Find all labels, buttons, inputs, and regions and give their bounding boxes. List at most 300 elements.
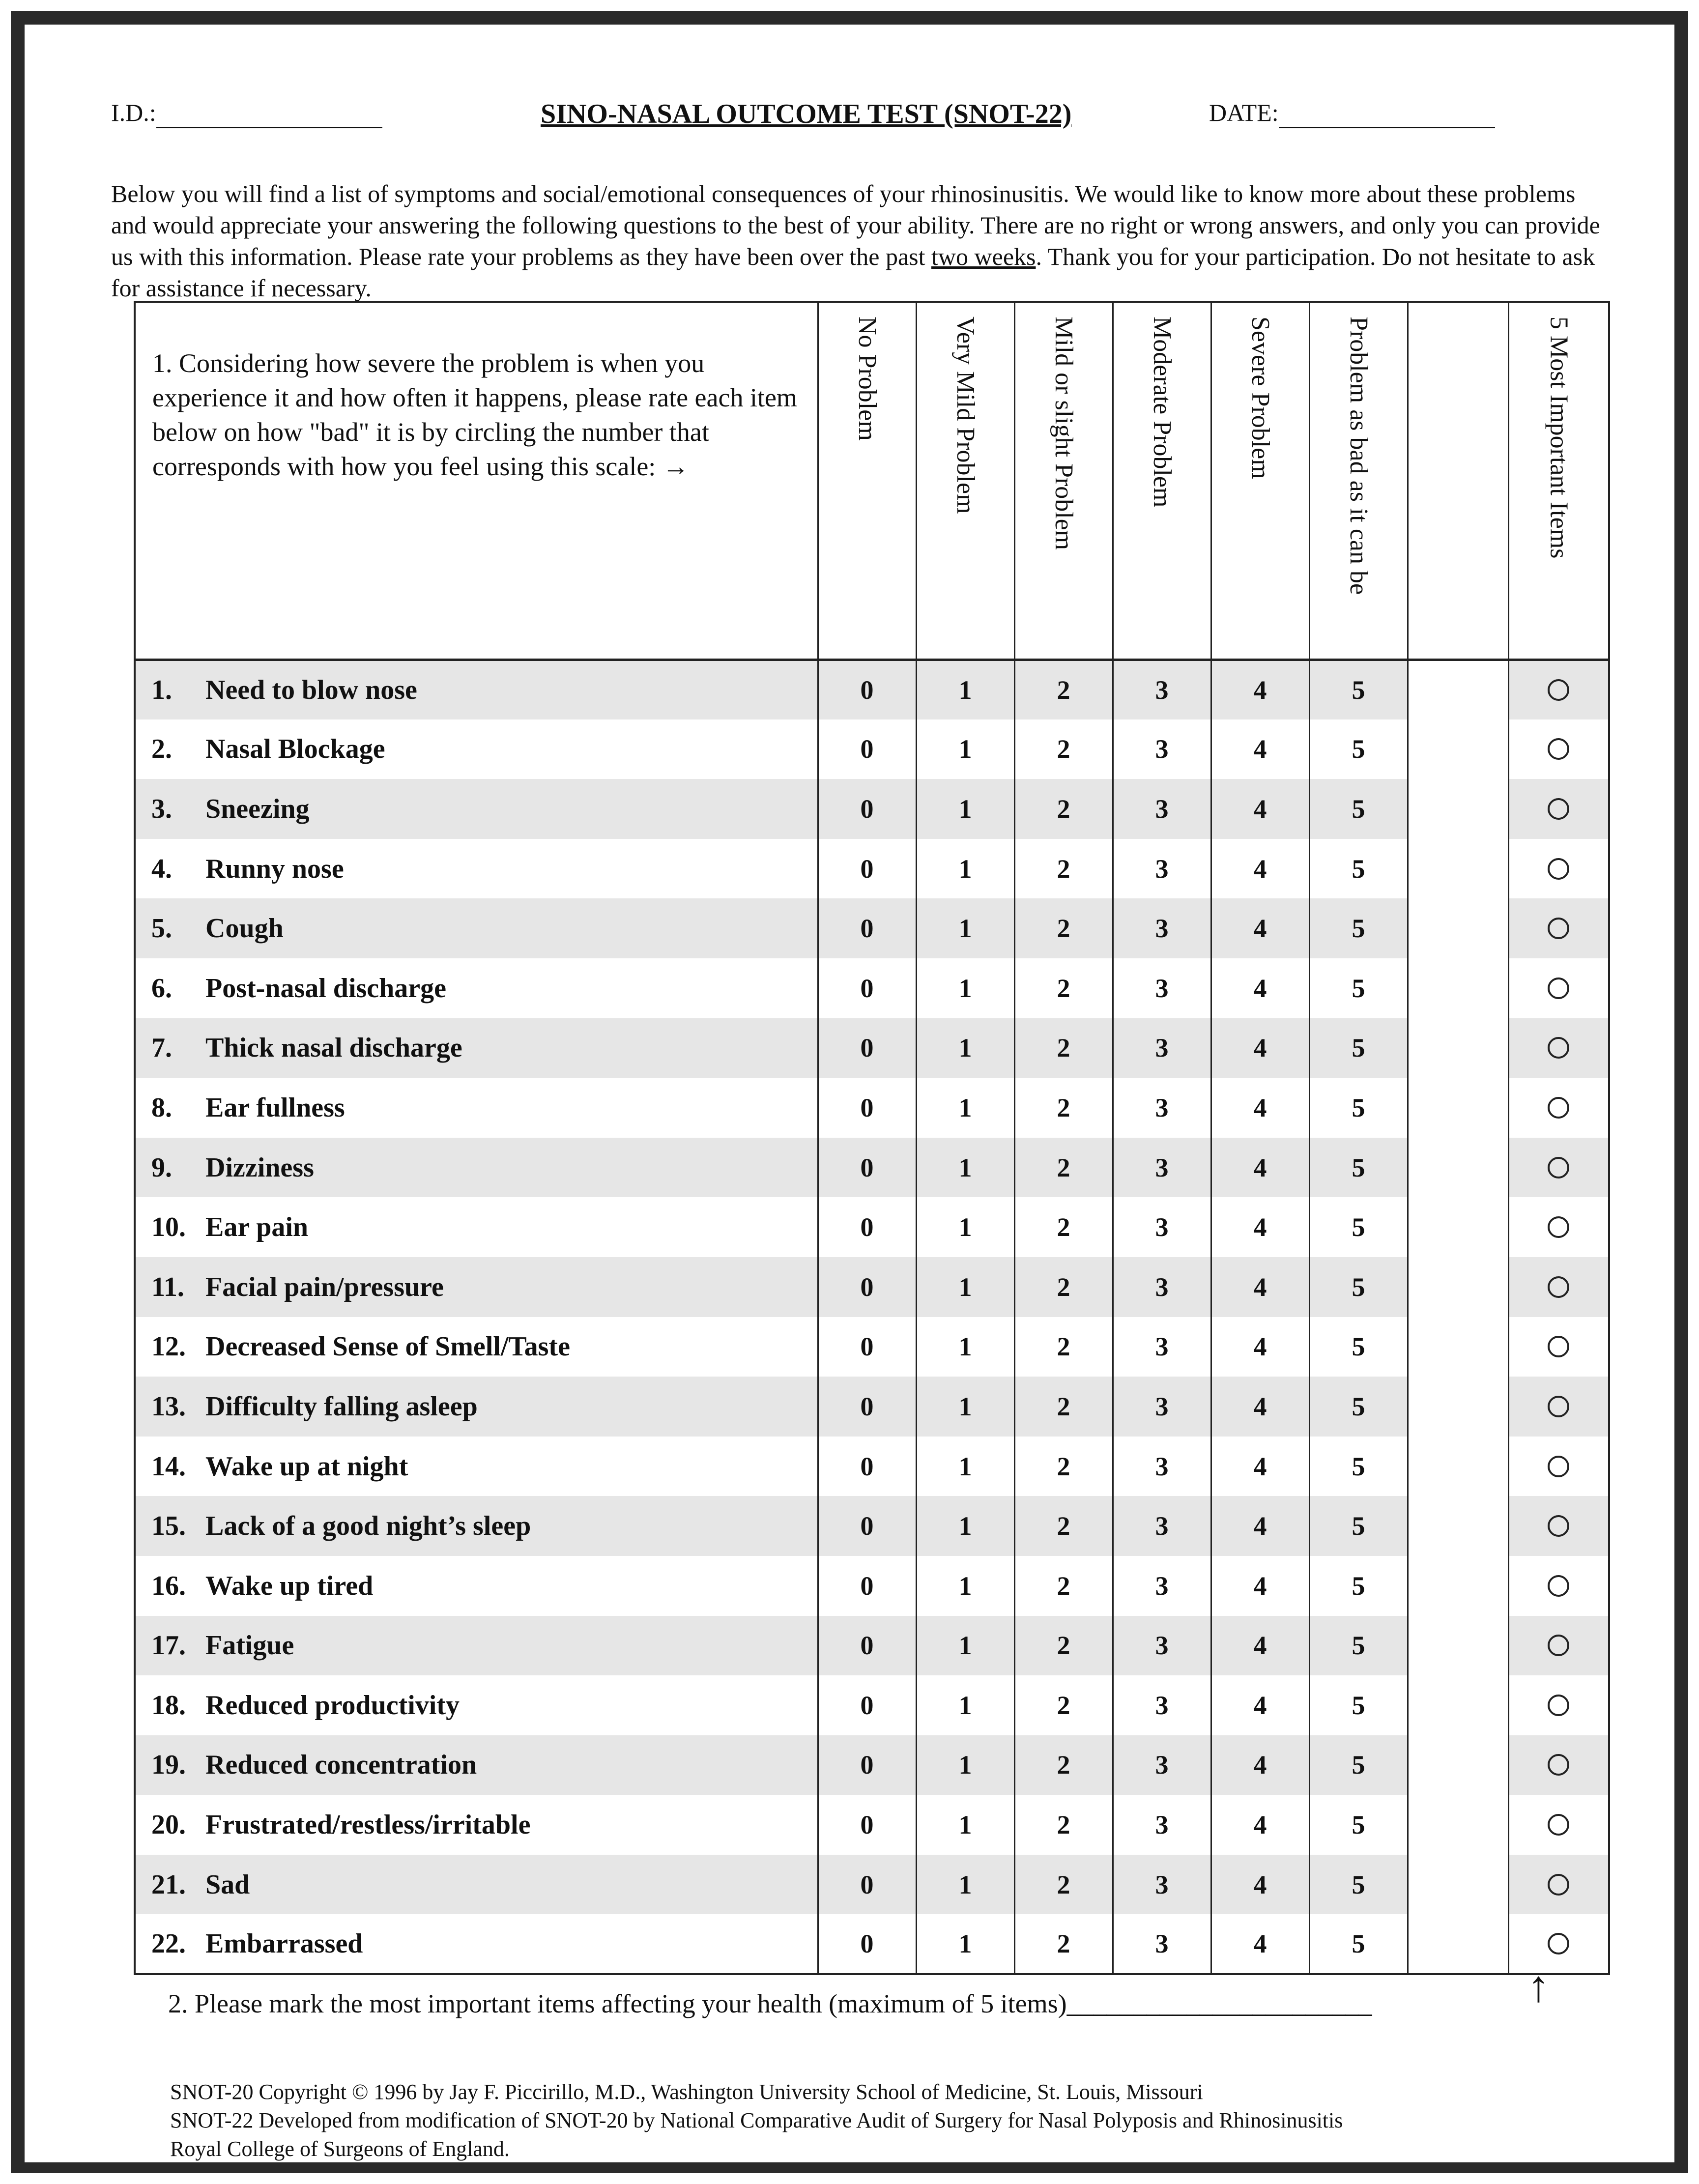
score-option-4[interactable]: 4: [1211, 1138, 1309, 1198]
score-option-2[interactable]: 2: [1014, 1914, 1113, 1974]
blank-cell: [1408, 839, 1508, 899]
most-important-checkbox[interactable]: [1508, 779, 1609, 839]
score-option-5[interactable]: 5: [1309, 1257, 1408, 1317]
item-number: 7.: [151, 1033, 172, 1063]
score-option-1[interactable]: 1: [916, 1914, 1014, 1974]
item-text: Lack of a good night’s sleep: [205, 1511, 531, 1542]
footer-line: SNOT-22 Developed from modification of SNOT-20 by National Comparative Audit of Surgery for Nasal Polyposis and Rhinosinusitis: [170, 2108, 1343, 2132]
score-option-0[interactable]: 0: [818, 1914, 916, 1974]
footer-line: Royal College of Surgeons of England.: [170, 2137, 510, 2161]
item-row: [135, 1437, 1609, 1496]
circle-icon[interactable]: [1548, 1874, 1569, 1896]
item-number: 13.: [151, 1391, 186, 1422]
score-option-4[interactable]: 4: [1211, 958, 1309, 1018]
circle-icon[interactable]: [1548, 1635, 1569, 1656]
score-option-3[interactable]: 3: [1113, 1496, 1211, 1556]
blank-cell: [1408, 660, 1508, 719]
item-label: [135, 1735, 818, 1795]
blank-cell: [1408, 1437, 1508, 1496]
most-important-checkbox[interactable]: [1508, 719, 1609, 779]
score-option-1[interactable]: 1: [916, 1795, 1014, 1855]
item-label: [135, 1257, 818, 1317]
score-option-5[interactable]: 5: [1309, 1735, 1408, 1795]
most-important-checkbox[interactable]: [1508, 1855, 1609, 1915]
score-option-1[interactable]: 1: [916, 1197, 1014, 1257]
score-option-5[interactable]: 5: [1309, 958, 1408, 1018]
score-option-4[interactable]: 4: [1211, 1914, 1309, 1974]
score-option-0[interactable]: 0: [818, 1855, 916, 1915]
score-option-4[interactable]: 4: [1211, 898, 1309, 958]
score-option-0[interactable]: 0: [818, 839, 916, 899]
score-option-0[interactable]: 0: [818, 1257, 916, 1317]
score-option-2[interactable]: 2: [1014, 660, 1113, 719]
item-label: [135, 1138, 818, 1198]
score-option-5[interactable]: 5: [1309, 1018, 1408, 1078]
most-important-checkbox[interactable]: [1508, 1257, 1609, 1317]
score-option-5[interactable]: 5: [1309, 1496, 1408, 1556]
score-option-1[interactable]: 1: [916, 1377, 1014, 1437]
score-option-0[interactable]: 0: [818, 660, 916, 719]
score-option-5[interactable]: 5: [1309, 1138, 1408, 1198]
scale-header-row: [135, 302, 1609, 660]
score-option-3[interactable]: 3: [1113, 1078, 1211, 1138]
most-important-checkbox[interactable]: [1508, 1197, 1609, 1257]
score-option-1[interactable]: 1: [916, 1556, 1014, 1616]
item-label: [135, 1795, 818, 1855]
score-option-5[interactable]: 5: [1309, 779, 1408, 839]
score-option-3[interactable]: 3: [1113, 1317, 1211, 1377]
page-frame: [11, 11, 1688, 2173]
score-option-5[interactable]: 5: [1309, 1197, 1408, 1257]
item-number: 19.: [151, 1750, 186, 1781]
score-option-1[interactable]: 1: [916, 779, 1014, 839]
score-option-3[interactable]: 3: [1113, 1138, 1211, 1198]
score-option-0[interactable]: 0: [818, 1795, 916, 1855]
score-option-0[interactable]: 0: [818, 1437, 916, 1496]
score-option-4[interactable]: 4: [1211, 660, 1309, 719]
score-option-3[interactable]: 3: [1113, 779, 1211, 839]
blank-cell: [1408, 1138, 1508, 1198]
circle-icon[interactable]: [1548, 1814, 1569, 1836]
item-text: Runny nose: [205, 853, 344, 884]
score-option-4[interactable]: 4: [1211, 1496, 1309, 1556]
score-option-2[interactable]: 2: [1014, 1317, 1113, 1377]
blank-cell: [1408, 1496, 1508, 1556]
score-option-0[interactable]: 0: [818, 1556, 916, 1616]
score-option-5[interactable]: 5: [1309, 719, 1408, 779]
item-number: 2.: [151, 734, 172, 765]
id-field[interactable]: I.D.:: [111, 98, 382, 128]
score-option-4[interactable]: 4: [1211, 1735, 1309, 1795]
score-option-2[interactable]: 2: [1014, 779, 1113, 839]
item-text: Reduced concentration: [205, 1750, 477, 1781]
item-label: [135, 1437, 818, 1496]
score-option-4[interactable]: 4: [1211, 1616, 1309, 1676]
score-option-1[interactable]: 1: [916, 839, 1014, 899]
score-option-4[interactable]: 4: [1211, 1855, 1309, 1915]
date-field[interactable]: DATE:: [1209, 98, 1495, 128]
up-arrow-icon: ↑: [1527, 1962, 1550, 2011]
item-number: 5.: [151, 913, 172, 944]
score-option-4[interactable]: 4: [1211, 1078, 1309, 1138]
circle-icon[interactable]: [1548, 1575, 1569, 1597]
item-number: 12.: [151, 1331, 186, 1362]
snot22-table: [134, 301, 1610, 1975]
score-option-0[interactable]: 0: [818, 1616, 916, 1676]
score-option-2[interactable]: 2: [1014, 1735, 1113, 1795]
score-option-3[interactable]: 3: [1113, 660, 1211, 719]
circle-icon[interactable]: [1548, 798, 1569, 820]
item-number: 20.: [151, 1810, 186, 1840]
item-label: [135, 1675, 818, 1735]
question-1-text: 1. Considering how severe the problem is when you experience it and how often it happens, please rate each item below on how "bad" it is by circling the number that corresponds with how you feel using this scale: →: [135, 302, 818, 660]
item-row: [135, 1197, 1609, 1257]
score-option-1[interactable]: 1: [916, 1138, 1014, 1198]
score-option-3[interactable]: 3: [1113, 1377, 1211, 1437]
blank-cell: [1408, 898, 1508, 958]
score-option-2[interactable]: 2: [1014, 1795, 1113, 1855]
score-option-0[interactable]: 0: [818, 898, 916, 958]
score-option-2[interactable]: 2: [1014, 1616, 1113, 1676]
item-number: 22.: [151, 1928, 186, 1959]
copyright-footer: [170, 2078, 1343, 2163]
score-option-3[interactable]: 3: [1113, 1257, 1211, 1317]
score-option-3[interactable]: 3: [1113, 898, 1211, 958]
blank-cell: [1408, 1317, 1508, 1377]
item-number: 9.: [151, 1152, 172, 1183]
score-option-2[interactable]: 2: [1014, 839, 1113, 899]
score-option-2[interactable]: 2: [1014, 1675, 1113, 1735]
item-label: [135, 898, 818, 958]
blank-cell: [1408, 779, 1508, 839]
most-important-checkbox[interactable]: [1508, 1556, 1609, 1616]
circle-icon[interactable]: [1548, 1037, 1569, 1059]
blank-cell: [1408, 1914, 1508, 1974]
item-row: [135, 898, 1609, 958]
most-important-checkbox[interactable]: [1508, 958, 1609, 1018]
score-option-5[interactable]: 5: [1309, 1855, 1408, 1915]
circle-icon[interactable]: [1548, 1276, 1569, 1298]
circle-icon[interactable]: [1548, 1097, 1569, 1119]
score-option-2[interactable]: 2: [1014, 719, 1113, 779]
circle-icon[interactable]: [1548, 679, 1569, 701]
item-row: [135, 1735, 1609, 1795]
item-text: Decreased Sense of Smell/Taste: [205, 1331, 570, 1362]
blank-cell: [1408, 1855, 1508, 1915]
score-option-4[interactable]: 4: [1211, 1197, 1309, 1257]
score-option-0[interactable]: 0: [818, 1078, 916, 1138]
circle-icon[interactable]: [1548, 1336, 1569, 1357]
item-number: 17.: [151, 1630, 186, 1661]
score-option-3[interactable]: 3: [1113, 839, 1211, 899]
score-option-0[interactable]: 0: [818, 1735, 916, 1795]
blank-cell: [1408, 1257, 1508, 1317]
item-text: Embarrassed: [205, 1928, 363, 1959]
most-important-checkbox[interactable]: [1508, 1317, 1609, 1377]
item-row: [135, 839, 1609, 899]
score-option-3[interactable]: 3: [1113, 1855, 1211, 1915]
score-option-2[interactable]: 2: [1014, 1138, 1113, 1198]
most-important-checkbox[interactable]: [1508, 1735, 1609, 1795]
item-number: 4.: [151, 853, 172, 884]
score-option-2[interactable]: 2: [1014, 1496, 1113, 1556]
score-option-1[interactable]: 1: [916, 1078, 1014, 1138]
item-number: 1.: [151, 675, 172, 706]
item-label: [135, 1914, 818, 1974]
circle-icon[interactable]: [1548, 977, 1569, 999]
blank-cell: [1408, 719, 1508, 779]
item-row: [135, 660, 1609, 719]
score-option-5[interactable]: 5: [1309, 1078, 1408, 1138]
item-number: 10.: [151, 1212, 186, 1243]
circle-icon[interactable]: [1548, 918, 1569, 939]
circle-icon[interactable]: [1548, 1157, 1569, 1178]
score-option-5[interactable]: 5: [1309, 1914, 1408, 1974]
instructions: Below you will find a list of symptoms and social/emotional consequences of your rhinosinusitis. We would like to know more about these problems and would appreciate your answering the following questions to the best of your ability. There are no right or wrong answers, and only you can provide us with this information. Please rate your problems as they have been over the past two weeks. Thank you for your participation. Do not hesitate to ask for assistance if necessary.: [111, 180, 1600, 302]
most-important-checkbox[interactable]: [1508, 1377, 1609, 1437]
most-important-checkbox[interactable]: [1508, 898, 1609, 958]
most-important-header: 5 Most Important Items: [1508, 302, 1609, 660]
item-label: [135, 1855, 818, 1915]
item-number: 16.: [151, 1570, 186, 1601]
circle-icon[interactable]: [1548, 738, 1569, 760]
item-row: [135, 1257, 1609, 1317]
blank-cell: [1408, 1197, 1508, 1257]
item-row: [135, 1496, 1609, 1556]
item-text: Thick nasal discharge: [205, 1033, 462, 1063]
item-row: [135, 719, 1609, 779]
item-row: [135, 1138, 1609, 1198]
score-option-4[interactable]: 4: [1211, 1556, 1309, 1616]
blank-cell: [1408, 1018, 1508, 1078]
item-text: Sad: [205, 1869, 250, 1900]
item-label: [135, 958, 818, 1018]
score-option-0[interactable]: 0: [818, 719, 916, 779]
score-option-1[interactable]: 1: [916, 1317, 1014, 1377]
most-important-checkbox[interactable]: [1508, 660, 1609, 719]
circle-icon[interactable]: [1548, 1695, 1569, 1716]
item-number: 18.: [151, 1690, 186, 1721]
id-line[interactable]: [156, 98, 382, 128]
most-important-checkbox[interactable]: [1508, 1795, 1609, 1855]
score-option-0[interactable]: 0: [818, 1675, 916, 1735]
blank-cell: [1408, 1675, 1508, 1735]
blank-cell: [1408, 1556, 1508, 1616]
item-row: [135, 1795, 1609, 1855]
circle-icon[interactable]: [1548, 1515, 1569, 1537]
most-important-checkbox[interactable]: [1508, 1675, 1609, 1735]
item-number: 21.: [151, 1869, 186, 1900]
score-option-1[interactable]: 1: [916, 660, 1014, 719]
most-important-checkbox[interactable]: [1508, 1914, 1609, 1974]
item-number: 11.: [151, 1271, 184, 1302]
blank-cell: [1408, 1616, 1508, 1676]
scale-severe: Severe Problem: [1211, 302, 1309, 660]
most-important-checkbox[interactable]: [1508, 1496, 1609, 1556]
most-important-checkbox[interactable]: [1508, 1616, 1609, 1676]
score-option-1[interactable]: 1: [916, 1018, 1014, 1078]
score-option-4[interactable]: 4: [1211, 839, 1309, 899]
score-option-1[interactable]: 1: [916, 1616, 1014, 1676]
item-label: [135, 1197, 818, 1257]
score-option-5[interactable]: 5: [1309, 1675, 1408, 1735]
score-option-0[interactable]: 0: [818, 1496, 916, 1556]
item-text: Fatigue: [205, 1630, 294, 1661]
date-line[interactable]: [1279, 98, 1495, 128]
most-important-checkbox[interactable]: [1508, 1437, 1609, 1496]
score-option-1[interactable]: 1: [916, 1855, 1014, 1915]
item-text: Need to blow nose: [205, 675, 417, 706]
scale-very-mild: Very Mild Problem: [916, 302, 1014, 660]
score-option-1[interactable]: 1: [916, 1257, 1014, 1317]
item-text: Post-nasal discharge: [205, 973, 446, 1004]
score-option-5[interactable]: 5: [1309, 1556, 1408, 1616]
item-row: [135, 779, 1609, 839]
circle-icon[interactable]: [1548, 858, 1569, 880]
most-important-checkbox[interactable]: [1508, 1138, 1609, 1198]
score-option-3[interactable]: 3: [1113, 1675, 1211, 1735]
blank-cell: [1408, 1078, 1508, 1138]
score-option-3[interactable]: 3: [1113, 1018, 1211, 1078]
score-option-1[interactable]: 1: [916, 1496, 1014, 1556]
score-option-4[interactable]: 4: [1211, 1795, 1309, 1855]
item-number: 3.: [151, 793, 172, 824]
score-option-2[interactable]: 2: [1014, 1018, 1113, 1078]
item-text: Sneezing: [205, 793, 310, 824]
item-label: [135, 660, 818, 719]
item-text: Frustrated/restless/irritable: [205, 1810, 531, 1840]
score-option-3[interactable]: 3: [1113, 958, 1211, 1018]
score-option-5[interactable]: 5: [1309, 1616, 1408, 1676]
item-number: 15.: [151, 1511, 186, 1542]
score-option-4[interactable]: 4: [1211, 779, 1309, 839]
item-row: [135, 1914, 1609, 1974]
score-option-4[interactable]: 4: [1211, 1018, 1309, 1078]
score-option-2[interactable]: 2: [1014, 1855, 1113, 1915]
score-option-2[interactable]: 2: [1014, 1377, 1113, 1437]
score-option-3[interactable]: 3: [1113, 1437, 1211, 1496]
most-important-checkbox[interactable]: [1508, 839, 1609, 899]
item-label: [135, 719, 818, 779]
circle-icon[interactable]: [1548, 1754, 1569, 1776]
blank-cell: [1408, 1735, 1508, 1795]
blank-cell: [1408, 1795, 1508, 1855]
score-option-3[interactable]: 3: [1113, 1735, 1211, 1795]
scale-no-problem: No Problem: [818, 302, 916, 660]
score-option-0[interactable]: 0: [818, 779, 916, 839]
score-option-4[interactable]: 4: [1211, 1675, 1309, 1735]
score-option-2[interactable]: 2: [1014, 1257, 1113, 1317]
score-option-5[interactable]: 5: [1309, 839, 1408, 899]
item-text: Facial pain/pressure: [205, 1271, 444, 1302]
score-option-5[interactable]: 5: [1309, 1377, 1408, 1437]
question-2[interactable]: 2. Please mark the most important items affecting your health (maximum of 5 items)_______________________: [168, 1989, 1372, 2018]
scale-as-bad-as-can-be: Problem as bad as it can be: [1309, 302, 1408, 660]
score-option-0[interactable]: 0: [818, 1018, 916, 1078]
score-option-5[interactable]: 5: [1309, 898, 1408, 958]
score-option-4[interactable]: 4: [1211, 1377, 1309, 1437]
two-weeks-emphasis: two weeks: [931, 243, 1036, 270]
item-label: [135, 1377, 818, 1437]
score-option-4[interactable]: 4: [1211, 1257, 1309, 1317]
scale-mild: Mild or slight Problem: [1014, 302, 1113, 660]
blank-column-header: [1408, 302, 1508, 660]
score-option-5[interactable]: 5: [1309, 1795, 1408, 1855]
score-option-3[interactable]: 3: [1113, 1795, 1211, 1855]
score-option-3[interactable]: 3: [1113, 1616, 1211, 1676]
item-row: [135, 958, 1609, 1018]
score-option-1[interactable]: 1: [916, 1437, 1014, 1496]
item-number: 14.: [151, 1451, 186, 1482]
score-option-2[interactable]: 2: [1014, 1078, 1113, 1138]
score-option-3[interactable]: 3: [1113, 1197, 1211, 1257]
item-row: [135, 1855, 1609, 1915]
item-label: [135, 1496, 818, 1556]
score-option-4[interactable]: 4: [1211, 719, 1309, 779]
circle-icon[interactable]: [1548, 1456, 1569, 1477]
item-label: [135, 1317, 818, 1377]
item-label: [135, 779, 818, 839]
item-row: [135, 1377, 1609, 1437]
score-option-3[interactable]: 3: [1113, 1914, 1211, 1974]
score-option-3[interactable]: 3: [1113, 719, 1211, 779]
score-option-3[interactable]: 3: [1113, 1556, 1211, 1616]
item-label: [135, 1018, 818, 1078]
item-text: Difficulty falling asleep: [205, 1391, 478, 1422]
item-text: Wake up at night: [205, 1451, 408, 1482]
item-text: Wake up tired: [205, 1570, 374, 1601]
item-number: 6.: [151, 973, 172, 1004]
score-option-2[interactable]: 2: [1014, 1197, 1113, 1257]
blank-cell: [1408, 958, 1508, 1018]
score-option-1[interactable]: 1: [916, 958, 1014, 1018]
item-row: [135, 1018, 1609, 1078]
circle-icon[interactable]: [1548, 1933, 1569, 1954]
score-option-0[interactable]: 0: [818, 1377, 916, 1437]
score-option-5[interactable]: 5: [1309, 1317, 1408, 1377]
score-option-2[interactable]: 2: [1014, 1437, 1113, 1496]
score-option-0[interactable]: 0: [818, 1317, 916, 1377]
score-option-2[interactable]: 2: [1014, 898, 1113, 958]
score-option-4[interactable]: 4: [1211, 1317, 1309, 1377]
score-option-2[interactable]: 2: [1014, 958, 1113, 1018]
score-option-1[interactable]: 1: [916, 719, 1014, 779]
item-text: Dizziness: [205, 1152, 314, 1183]
score-option-0[interactable]: 0: [818, 1197, 916, 1257]
item-number: 8.: [151, 1092, 172, 1123]
circle-icon[interactable]: [1548, 1396, 1569, 1417]
item-label: [135, 839, 818, 899]
score-option-2[interactable]: 2: [1014, 1556, 1113, 1616]
most-important-checkbox[interactable]: [1508, 1018, 1609, 1078]
score-option-1[interactable]: 1: [916, 1675, 1014, 1735]
item-row: [135, 1078, 1609, 1138]
scale-moderate: Moderate Problem: [1113, 302, 1211, 660]
most-important-checkbox[interactable]: [1508, 1078, 1609, 1138]
form-title: SINO-NASAL OUTCOME TEST (SNOT-22): [541, 99, 1072, 129]
circle-icon[interactable]: [1548, 1216, 1569, 1238]
score-option-1[interactable]: 1: [916, 1735, 1014, 1795]
score-option-0[interactable]: 0: [818, 1138, 916, 1198]
score-option-4[interactable]: 4: [1211, 1437, 1309, 1496]
item-row: [135, 1675, 1609, 1735]
score-option-5[interactable]: 5: [1309, 660, 1408, 719]
score-option-0[interactable]: 0: [818, 958, 916, 1018]
item-row: [135, 1556, 1609, 1616]
score-option-5[interactable]: 5: [1309, 1437, 1408, 1496]
item-label: [135, 1556, 818, 1616]
score-option-1[interactable]: 1: [916, 898, 1014, 958]
